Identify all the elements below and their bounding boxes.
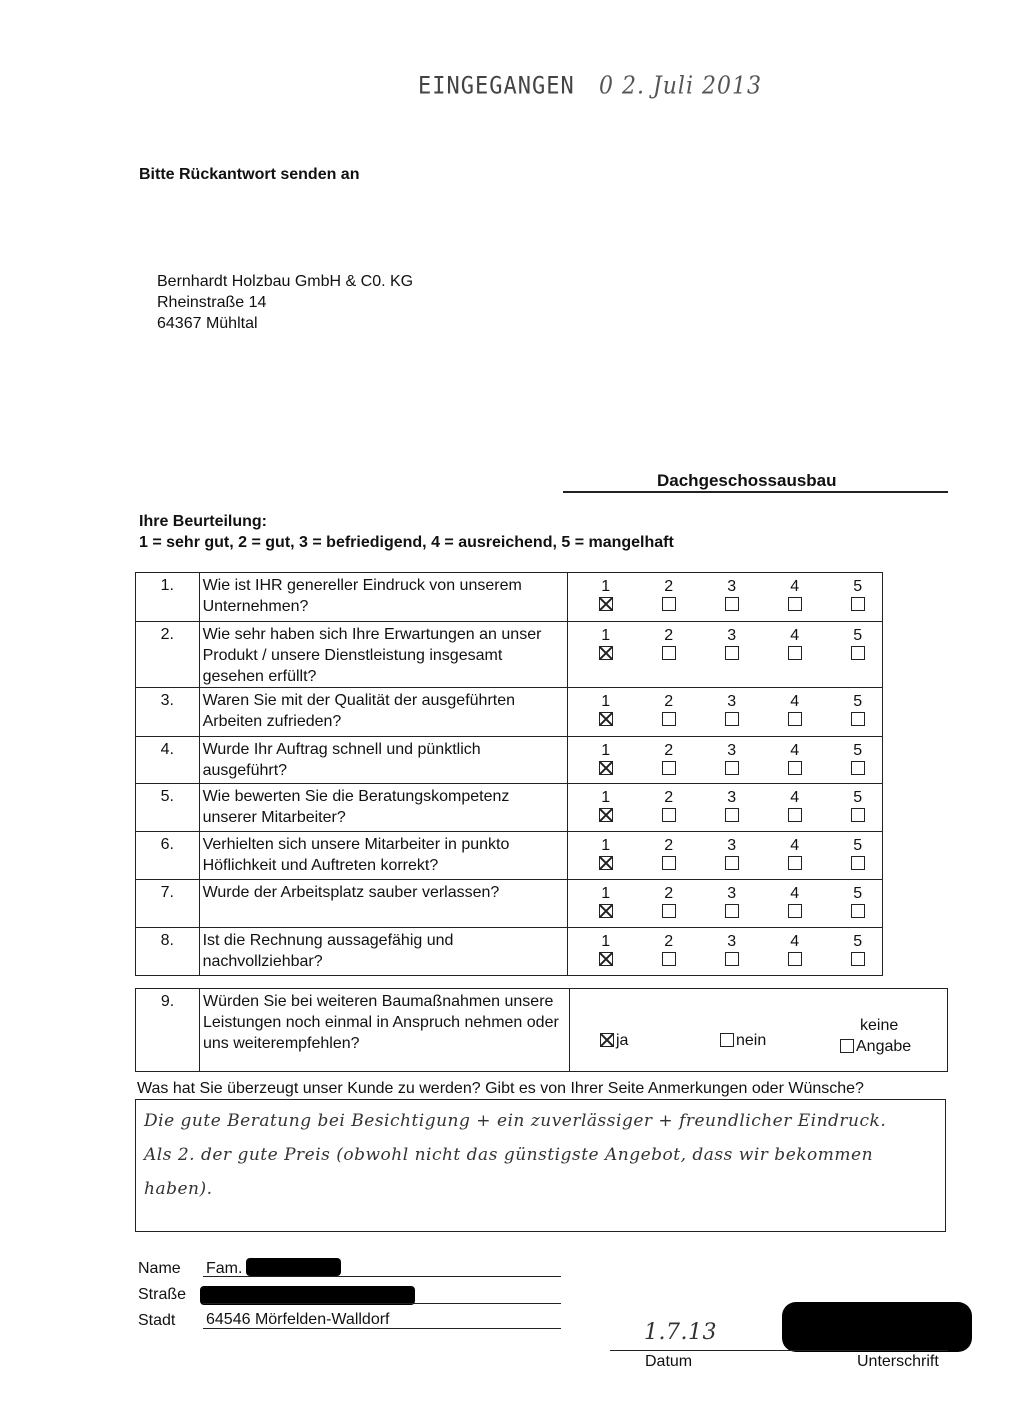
rating-option-label: 2 — [664, 789, 674, 806]
question-number: 4. — [136, 737, 200, 784]
rating-option[interactable] — [848, 886, 868, 923]
rating-option-label: 5 — [853, 742, 863, 759]
rating-option-label: 4 — [790, 742, 800, 759]
rating-option[interactable] — [848, 579, 868, 616]
rating-option[interactable] — [722, 694, 742, 731]
rating-option-label: 4 — [790, 837, 800, 854]
question-row — [136, 928, 883, 976]
rating-checkbox[interactable] — [851, 808, 865, 822]
city-field[interactable] — [203, 1328, 561, 1329]
rating-checkbox[interactable] — [599, 646, 613, 660]
rating-option[interactable] — [659, 838, 679, 875]
city-value: 64546 Mörfelden-Walldorf — [206, 1311, 390, 1328]
rating-option-label: 1 — [601, 693, 611, 710]
rating-option[interactable] — [785, 694, 805, 731]
rating-option-label: 3 — [727, 885, 737, 902]
rating-option-label: 5 — [853, 789, 863, 806]
rating-checkbox[interactable] — [851, 597, 865, 611]
rating-option[interactable] — [722, 886, 742, 923]
redaction-signature — [782, 1302, 972, 1352]
rating-option[interactable] — [722, 743, 742, 780]
checkbox-yes[interactable] — [600, 1033, 614, 1047]
rating-option-label: 5 — [853, 693, 863, 710]
rating-option[interactable] — [785, 934, 805, 971]
rating-option-label: 1 — [601, 789, 611, 806]
rating-option[interactable] — [722, 838, 742, 875]
rating-option-label: 5 — [853, 885, 863, 902]
question-9-options — [570, 989, 948, 1072]
received-stamp — [418, 73, 762, 101]
rating-scale — [596, 694, 868, 731]
rating-option-label: 2 — [664, 885, 674, 902]
rating-title: Ihre Beurteilung: — [139, 513, 268, 530]
rating-cell — [567, 832, 882, 880]
rating-option[interactable] — [596, 790, 616, 827]
question-text: Wie sehr haben sich Ihre Erwartungen an unser Produkt / unsere Dienstleistung insgesamt gesehen erfüllt? — [199, 622, 567, 688]
survey-table — [135, 572, 883, 976]
rating-cell — [567, 928, 882, 976]
checkbox-none[interactable] — [840, 1039, 854, 1053]
rating-option[interactable] — [659, 790, 679, 827]
comment-prompt: Was hat Sie überzeugt unser Kunde zu werden? Gibt es von Ihrer Seite Anmerkungen oder Wünsche? — [137, 1080, 864, 1097]
rating-option-label: 1 — [601, 627, 611, 644]
rating-option-label: 3 — [727, 742, 737, 759]
rating-checkbox[interactable] — [851, 904, 865, 918]
rating-option-label: 5 — [853, 837, 863, 854]
rating-option[interactable] — [659, 886, 679, 923]
rating-checkbox[interactable] — [725, 646, 739, 660]
rating-checkbox[interactable] — [599, 597, 613, 611]
rating-option[interactable] — [848, 694, 868, 731]
rating-option-label: 3 — [727, 837, 737, 854]
address-line-company: Bernhardt Holzbau GmbH & C0. KG — [157, 273, 414, 290]
question-number: 2. — [136, 622, 200, 688]
rating-option[interactable] — [596, 838, 616, 875]
question-number: 8. — [136, 928, 200, 976]
rating-option-label: 4 — [790, 693, 800, 710]
rating-scale — [596, 743, 868, 780]
question-row — [136, 737, 883, 784]
name-value: Fam. — [206, 1260, 243, 1277]
rating-option[interactable] — [596, 694, 616, 731]
rating-option[interactable] — [596, 628, 616, 665]
rating-option[interactable] — [596, 886, 616, 923]
question-number: 1. — [136, 573, 200, 622]
rating-option[interactable] — [722, 934, 742, 971]
rating-option-label: 2 — [664, 578, 674, 595]
rating-scale — [596, 579, 868, 616]
rating-checkbox[interactable] — [599, 761, 613, 775]
rating-option-label: 1 — [601, 885, 611, 902]
question-text: Wie ist IHR genereller Eindruck von unserem Unternehmen? — [199, 573, 567, 622]
rating-option[interactable] — [848, 790, 868, 827]
rating-checkbox[interactable] — [851, 856, 865, 870]
question-9-table — [135, 988, 948, 1072]
question-row-9 — [136, 989, 948, 1072]
rating-cell — [567, 622, 882, 688]
rating-option[interactable] — [722, 790, 742, 827]
option-no-label: nein — [736, 1032, 767, 1049]
rating-checkbox[interactable] — [851, 646, 865, 660]
question-row — [136, 688, 883, 737]
question-number: 3. — [136, 688, 200, 737]
rating-option[interactable] — [659, 579, 679, 616]
name-field[interactable] — [203, 1276, 561, 1277]
stamp-text: EINGEGANGEN — [418, 72, 575, 101]
rating-option[interactable] — [596, 934, 616, 971]
question-row — [136, 832, 883, 880]
name-label: Name — [138, 1260, 181, 1277]
rating-option[interactable] — [785, 886, 805, 923]
rating-option-label: 1 — [601, 837, 611, 854]
street-field[interactable] — [203, 1303, 561, 1304]
address-line-city: 64367 Mühltal — [157, 315, 258, 332]
reply-address — [157, 271, 413, 334]
rating-option-label: 4 — [790, 885, 800, 902]
rating-option-label: 3 — [727, 789, 737, 806]
rating-checkbox[interactable] — [599, 904, 613, 918]
question-row — [136, 784, 883, 832]
question-number: 9. — [136, 989, 200, 1072]
date-label: Datum — [645, 1353, 693, 1370]
rating-cell — [567, 880, 882, 928]
rating-option[interactable] — [785, 628, 805, 665]
rating-option[interactable] — [659, 628, 679, 665]
rating-option-label: 3 — [727, 578, 737, 595]
rating-option-label: 2 — [664, 693, 674, 710]
question-row — [136, 573, 883, 622]
rating-checkbox[interactable] — [725, 952, 739, 966]
comment-line: Die gute Beratung bei Besichtigung + ein zuverlässiger + freundlicher Eindruck. — [144, 1111, 887, 1131]
rating-option-label: 4 — [790, 789, 800, 806]
rating-scale — [596, 934, 868, 971]
rating-cell — [567, 784, 882, 832]
question-text: Waren Sie mit der Qualität der ausgeführten Arbeiten zufrieden? — [199, 688, 567, 737]
rating-option[interactable] — [596, 743, 616, 780]
rating-option-label: 4 — [790, 627, 800, 644]
rating-option-label: 5 — [853, 933, 863, 950]
rating-checkbox[interactable] — [662, 646, 676, 660]
rating-checkbox[interactable] — [788, 761, 802, 775]
rating-option-label: 2 — [664, 837, 674, 854]
rating-cell — [567, 737, 882, 784]
rating-checkbox[interactable] — [725, 712, 739, 726]
rating-option[interactable] — [848, 934, 868, 971]
street-label: Straße — [138, 1286, 187, 1303]
address-line-street: Rheinstraße 14 — [157, 294, 267, 311]
checkbox-no[interactable] — [720, 1033, 734, 1047]
option-yes-label: ja — [616, 1032, 629, 1049]
rating-option-label: 3 — [727, 933, 737, 950]
rating-option[interactable] — [659, 934, 679, 971]
rating-option[interactable] — [785, 790, 805, 827]
rating-legend: 1 = sehr gut, 2 = gut, 3 = befriedigend, 4 = ausreichend, 5 = mangelhaft — [139, 534, 674, 551]
rating-option[interactable] — [659, 694, 679, 731]
rating-option-label: 4 — [790, 578, 800, 595]
rating-cell — [567, 688, 882, 737]
question-row — [136, 622, 883, 688]
rating-option-label: 4 — [790, 933, 800, 950]
reply-heading: Bitte Rückantwort senden an — [139, 166, 360, 183]
rating-checkbox[interactable] — [662, 952, 676, 966]
signature-label: Unterschrift — [857, 1353, 939, 1370]
question-row — [136, 880, 883, 928]
rating-checkbox[interactable] — [599, 808, 613, 822]
rating-checkbox[interactable] — [788, 646, 802, 660]
rating-checkbox[interactable] — [662, 712, 676, 726]
question-text: Verhielten sich unsere Mitarbeiter in punkto Höflichkeit und Auftreten korrekt? — [199, 832, 567, 880]
comment-text — [136, 1100, 945, 1210]
rating-option-label: 5 — [853, 578, 863, 595]
rating-checkbox[interactable] — [788, 856, 802, 870]
rating-checkbox[interactable] — [788, 952, 802, 966]
redaction-name — [246, 1258, 341, 1276]
rating-checkbox[interactable] — [725, 597, 739, 611]
rating-option[interactable] — [722, 579, 742, 616]
rating-scale — [596, 838, 868, 875]
question-number: 6. — [136, 832, 200, 880]
stamp-date: 0 2. Juli 2013 — [598, 72, 762, 101]
rating-checkbox[interactable] — [662, 856, 676, 870]
rating-checkbox[interactable] — [662, 597, 676, 611]
rating-option[interactable] — [848, 838, 868, 875]
question-text: Ist die Rechnung aussagefähig und nachvollziehbar? — [199, 928, 567, 976]
question-text: Wurde der Arbeitsplatz sauber verlassen? — [199, 880, 567, 928]
question-text: Wie bewerten Sie die Beratungskompetenz unserer Mitarbeiter? — [199, 784, 567, 832]
question-number: 7. — [136, 880, 200, 928]
rating-scale — [596, 628, 868, 665]
rating-option-label: 1 — [601, 578, 611, 595]
rating-checkbox[interactable] — [599, 952, 613, 966]
city-label: Stadt — [138, 1312, 176, 1329]
option-none-label-bottom: Angabe — [856, 1038, 912, 1055]
subject-rule — [563, 491, 948, 493]
comment-line: Als 2. der gute Preis (obwohl nicht das günstigste Angebot, dass wir bekommen — [144, 1145, 874, 1165]
rating-option-label: 2 — [664, 742, 674, 759]
rating-option-label: 1 — [601, 933, 611, 950]
rating-option[interactable] — [785, 838, 805, 875]
rating-checkbox[interactable] — [725, 856, 739, 870]
rating-option[interactable] — [848, 743, 868, 780]
rating-checkbox[interactable] — [725, 761, 739, 775]
rating-option-label: 5 — [853, 627, 863, 644]
rating-checkbox[interactable] — [788, 904, 802, 918]
rating-option[interactable] — [785, 579, 805, 616]
rating-option-label: 1 — [601, 742, 611, 759]
rating-scale — [596, 790, 868, 827]
rating-checkbox[interactable] — [851, 952, 865, 966]
rating-checkbox[interactable] — [788, 712, 802, 726]
question-text: Würden Sie bei weiteren Baumaßnahmen unsere Leistungen noch einmal in Anspruch nehmen oder uns weiterempfehlen? — [200, 989, 570, 1072]
rating-option[interactable] — [785, 743, 805, 780]
rating-checkbox[interactable] — [599, 856, 613, 870]
rating-checkbox[interactable] — [851, 761, 865, 775]
rating-checkbox[interactable] — [662, 904, 676, 918]
rating-option[interactable] — [659, 743, 679, 780]
option-no[interactable] — [720, 1031, 766, 1050]
date-handwritten: 1.7.13 — [644, 1320, 717, 1345]
option-none-label-top: keine — [860, 1017, 899, 1034]
rating-option[interactable] — [722, 628, 742, 665]
rating-checkbox[interactable] — [788, 597, 802, 611]
rating-option-label: 2 — [664, 933, 674, 950]
rating-cell — [567, 573, 882, 622]
rating-checkbox[interactable] — [851, 712, 865, 726]
rating-checkbox[interactable] — [788, 808, 802, 822]
signature-line[interactable] — [610, 1350, 948, 1351]
rating-checkbox[interactable] — [599, 712, 613, 726]
question-text: Wurde Ihr Auftrag schnell und pünktlich ausgeführt? — [199, 737, 567, 784]
option-none[interactable] — [840, 1015, 911, 1057]
comment-box[interactable] — [135, 1099, 946, 1232]
rating-option[interactable] — [596, 579, 616, 616]
subject-title: Dachgeschossausbau — [657, 471, 837, 490]
comment-line: haben). — [144, 1179, 213, 1199]
rating-checkbox[interactable] — [725, 808, 739, 822]
rating-option[interactable] — [848, 628, 868, 665]
rating-checkbox[interactable] — [725, 904, 739, 918]
rating-option-label: 3 — [727, 693, 737, 710]
question-number: 5. — [136, 784, 200, 832]
rating-checkbox[interactable] — [662, 761, 676, 775]
rating-option-label: 2 — [664, 627, 674, 644]
rating-option-label: 3 — [727, 627, 737, 644]
rating-checkbox[interactable] — [662, 808, 676, 822]
rating-scale — [596, 886, 868, 923]
option-yes[interactable] — [600, 1031, 628, 1050]
